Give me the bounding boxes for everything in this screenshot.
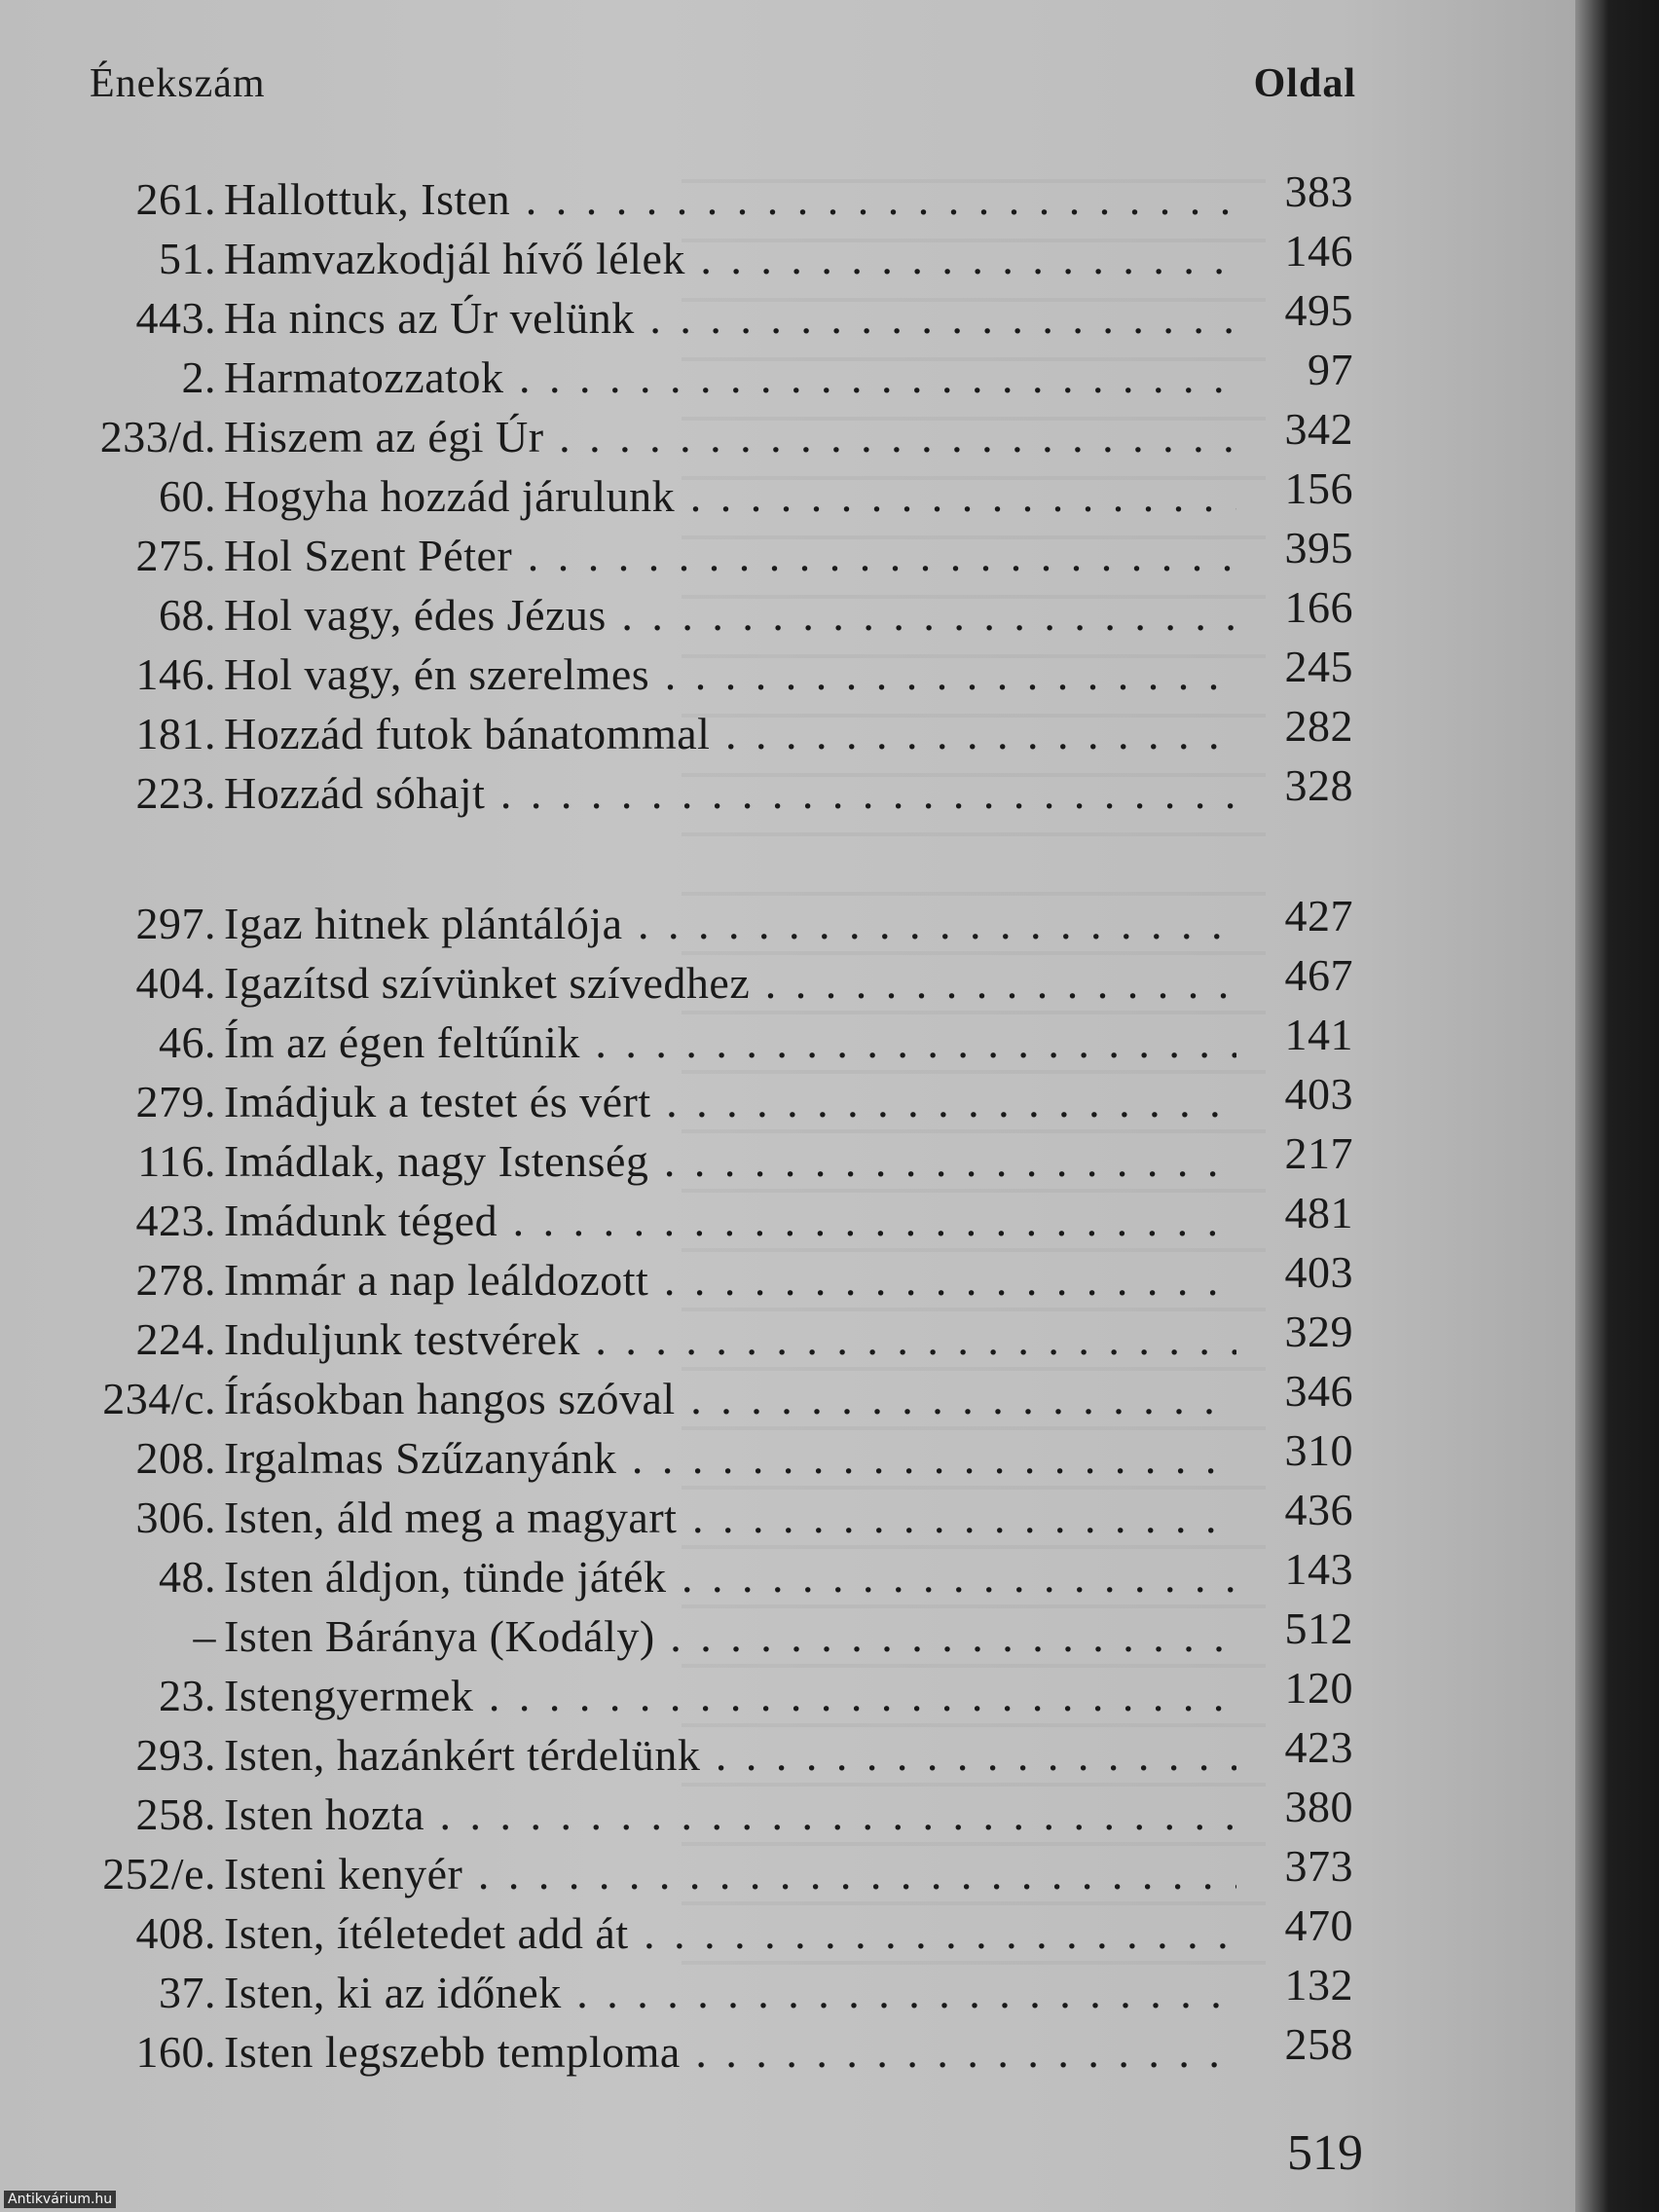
song-number: – xyxy=(193,1611,216,1661)
song-title: Hiszem az égi Úr . . . xyxy=(224,411,1236,462)
song-number: 37. xyxy=(159,1968,216,2017)
song-title: Hallottuk, Isten . . . xyxy=(224,173,1236,225)
page-ref: 141 xyxy=(1284,1010,1353,1059)
index-entry xyxy=(0,522,1575,581)
page-ref: 328 xyxy=(1284,760,1353,810)
page-ref: 481 xyxy=(1284,1188,1353,1237)
song-number: 443. xyxy=(135,293,216,343)
song-title: Harmatozzatok . . . xyxy=(224,351,1236,403)
index-entry xyxy=(0,1959,1575,2018)
page-ref: 423 xyxy=(1284,1722,1353,1772)
index-entry xyxy=(0,166,1575,225)
song-title: Isten áldjon, tünde játék . . . xyxy=(224,1551,1236,1603)
section-gap xyxy=(0,819,1575,890)
song-number: 60. xyxy=(159,471,216,521)
page-ref: 383 xyxy=(1284,166,1353,216)
page-ref: 97 xyxy=(1308,345,1353,394)
index-entry xyxy=(0,462,1575,522)
song-number: 423. xyxy=(135,1196,216,1245)
song-number: 181. xyxy=(135,709,216,758)
page-ref: 132 xyxy=(1284,1960,1353,2009)
index-entry xyxy=(0,1306,1575,1365)
page-ref: 166 xyxy=(1284,582,1353,632)
page-ref: 245 xyxy=(1284,642,1353,691)
song-title: Hogyha hozzád járulunk . . . xyxy=(224,470,1236,522)
song-title: Irgalmas Szűzanyánk . . . xyxy=(224,1432,1236,1484)
song-title: Immár a nap leáldozott . . . xyxy=(224,1254,1236,1306)
index-entry xyxy=(0,949,1575,1009)
song-title: Ha nincs az Úr velünk . . . xyxy=(224,292,1236,344)
song-number: 258. xyxy=(135,1789,216,1839)
index-entry xyxy=(0,1246,1575,1306)
song-title: Hol vagy, én szerelmes . . . xyxy=(224,648,1236,700)
page-ref: 373 xyxy=(1284,1841,1353,1891)
page-ref: 282 xyxy=(1284,701,1353,751)
song-number: 275. xyxy=(135,531,216,580)
song-number: 261. xyxy=(135,174,216,224)
index-list xyxy=(0,166,1575,2078)
song-title: Istengyermek . . . xyxy=(224,1670,1236,1721)
page-ref: 395 xyxy=(1284,523,1353,572)
song-number: 223. xyxy=(135,768,216,818)
song-number: 404. xyxy=(135,958,216,1008)
song-number: 306. xyxy=(135,1493,216,1542)
index-entry xyxy=(0,759,1575,819)
song-title: Igazítsd szívünket szívedhez . . . xyxy=(224,957,1236,1009)
song-number: 408. xyxy=(135,1908,216,1958)
page-ref: 346 xyxy=(1284,1366,1353,1416)
song-title: Hozzád futok bánatommal . . . xyxy=(224,708,1236,759)
song-title: Induljunk testvérek . . . xyxy=(224,1313,1236,1365)
index-entry xyxy=(0,1424,1575,1484)
song-title: Hozzád sóhajt . . . xyxy=(224,767,1236,819)
page-ref: 146 xyxy=(1284,226,1353,276)
song-number: 224. xyxy=(135,1314,216,1364)
page-ref: 403 xyxy=(1284,1069,1353,1119)
index-entry xyxy=(0,2018,1575,2078)
song-number: 48. xyxy=(159,1552,216,1602)
page-ref: 329 xyxy=(1284,1307,1353,1356)
index-entry xyxy=(0,581,1575,641)
song-title: Imádjuk a testet és vért . . . xyxy=(224,1076,1236,1127)
song-title: Isten hozta . . . xyxy=(224,1788,1236,1840)
song-number: 234/c. xyxy=(102,1374,216,1423)
page-ref: 258 xyxy=(1284,2019,1353,2069)
song-title: Isten Báránya (Kodály) . . . xyxy=(224,1610,1236,1662)
index-entry xyxy=(0,700,1575,759)
index-entry xyxy=(0,1662,1575,1721)
index-entry xyxy=(0,1009,1575,1068)
song-number: 116. xyxy=(137,1136,216,1186)
index-entry xyxy=(0,1484,1575,1543)
song-title: Imádunk téged . . . xyxy=(224,1195,1236,1246)
index-entry xyxy=(0,1781,1575,1840)
index-entry xyxy=(0,1543,1575,1603)
song-title: Igaz hitnek plántálója . . . xyxy=(224,898,1236,949)
index-entry xyxy=(0,890,1575,949)
song-title: Imádlak, nagy Istenség . . . xyxy=(224,1135,1236,1187)
page-ref: 310 xyxy=(1284,1425,1353,1475)
page-ref: 403 xyxy=(1284,1247,1353,1297)
song-title: Isten, ítéletedet add át . . . xyxy=(224,1907,1236,1959)
index-entry xyxy=(0,1365,1575,1424)
song-title: Írásokban hangos szóval . . . xyxy=(224,1373,1236,1424)
song-title: Ím az égen feltűnik . . . xyxy=(224,1016,1236,1068)
index-entry xyxy=(0,1721,1575,1781)
song-number: 68. xyxy=(159,590,216,640)
song-number: 146. xyxy=(135,649,216,699)
song-number: 46. xyxy=(159,1017,216,1067)
index-entry xyxy=(0,225,1575,284)
page-ref: 120 xyxy=(1284,1663,1353,1713)
page-ref: 342 xyxy=(1284,404,1353,454)
page-ref: 467 xyxy=(1284,950,1353,1000)
page-ref: 217 xyxy=(1284,1128,1353,1178)
index-entry xyxy=(0,284,1575,344)
column-header-page: Oldal xyxy=(1253,61,1356,106)
index-entry xyxy=(0,1840,1575,1899)
song-title: Isten legszebb temploma . . . xyxy=(224,2026,1236,2078)
song-title: Isten, hazánkért térdelünk . . . xyxy=(224,1729,1236,1781)
page-ref: 512 xyxy=(1284,1604,1353,1653)
index-entry xyxy=(0,403,1575,462)
index-entry xyxy=(0,1127,1575,1187)
page-ref: 495 xyxy=(1284,285,1353,335)
page-ref: 156 xyxy=(1284,463,1353,513)
watermark: Antikvárium.hu xyxy=(4,2191,116,2208)
song-number: 279. xyxy=(135,1077,216,1126)
index-entry xyxy=(0,1603,1575,1662)
column-header-song-number: Énekszám xyxy=(90,61,266,106)
song-number: 233/d. xyxy=(99,412,216,461)
song-title: Hol Szent Péter . . . xyxy=(224,530,1236,581)
song-number: 252/e. xyxy=(102,1849,216,1899)
page-number: 519 xyxy=(1287,2125,1363,2181)
index-entry xyxy=(0,1187,1575,1246)
song-number: 23. xyxy=(159,1671,216,1720)
song-title: Isten, áld meg a magyart . . . xyxy=(224,1492,1236,1543)
index-entry xyxy=(0,1899,1575,1959)
page-ref: 470 xyxy=(1284,1900,1353,1950)
page-ref: 380 xyxy=(1284,1782,1353,1831)
song-number: 160. xyxy=(135,2027,216,2077)
index-entry xyxy=(0,1068,1575,1127)
song-number: 278. xyxy=(135,1255,216,1305)
song-title: Isten, ki az időnek . . . xyxy=(224,1967,1236,2018)
page-ref: 436 xyxy=(1284,1485,1353,1534)
song-number: 2. xyxy=(181,352,216,402)
song-number: 293. xyxy=(135,1730,216,1780)
song-number: 51. xyxy=(159,234,216,283)
book-cover-edge xyxy=(1575,0,1659,2212)
index-entry xyxy=(0,641,1575,700)
song-title: Isteni kenyér . . . xyxy=(224,1848,1236,1899)
song-number: 208. xyxy=(135,1433,216,1483)
index-entry xyxy=(0,344,1575,403)
song-number: 297. xyxy=(135,899,216,948)
song-title: Hamvazkodjál hívő lélek . . . xyxy=(224,233,1236,284)
page-ref: 427 xyxy=(1284,891,1353,940)
page-ref: 143 xyxy=(1284,1544,1353,1594)
song-title: Hol vagy, édes Jézus . . . xyxy=(224,589,1236,641)
